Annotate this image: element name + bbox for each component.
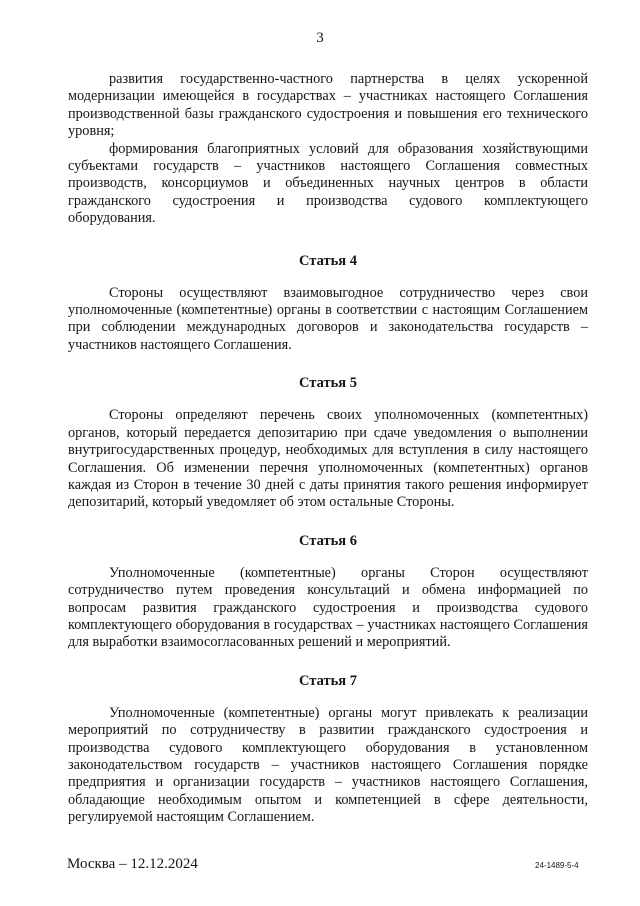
footer-place-date: Москва – 12.12.2024 [67,856,198,872]
page-number: 3 [316,30,324,46]
article-5-title: Статья 5 [299,375,357,392]
paragraph: развития государственно-частного партнерства в целях ускоренной модернизации имеющейся в государствах – участниках настоящего Соглашения производственной базы гражданского судостроения и повышения его технического уровня; [68,71,588,140]
article-7-title: Статья 7 [299,672,357,689]
article-6-title: Статья 6 [299,532,357,549]
paragraph: Стороны определяют перечень своих уполномоченных (компетентных) органов, который передается депозитарию при сдаче уведомления о выполнении внутригосударственных процедур, необходимых для вступления в силу настоящего Соглашения. Об изменении перечня уполномоченных (компетентных) органов каждая из Сторон в течение 30 дней с даты принятия такого решения информирует депозитарий, который уведомляет об этом остальные Стороны. [68,407,588,511]
article-4-title: Статья 4 [299,252,357,269]
paragraph: формирования благоприятных условий для образования хозяйствующими субъектами государств – участников настоящего Соглашения совместных производств, консорциумов и объединенных научных центров в области гражданского судостроения и производства судового комплектующего оборудования. [68,140,588,227]
paragraph: Уполномоченные (компетентные) органы могут привлекать к реализации мероприятий по сотрудничеству в развитии гражданского судостроения и производства судового комплектующего оборудования в установленном законодательством государств – участников настоящего Соглашения порядке предприятия и организации государств – участников настоящего Соглашения, обладающие необходимым опытом и компетенцией в сфере деятельности, регулируемой настоящим Соглашением. [68,704,588,826]
footer-document-code: 24-1489-5-4 [535,861,579,870]
paragraph: Уполномоченные (компетентные) органы Сторон осуществляют сотрудничество путем проведения консультаций и обмена информацией по вопросам развития гражданского судостроения и производства судового комплектующего оборудования в государствах – участниках настоящего Соглашения для выработки взаимосогласованных решений и мероприятий. [68,564,588,651]
paragraph: Стороны осуществляют взаимовыгодное сотрудничество через свои уполномоченные (компетентные) органы в соответствии с настоящим Соглашением при соблюдении международных договоров и законодательства государств – участников настоящего Соглашения. [68,284,588,353]
document-body [68,71,588,827]
